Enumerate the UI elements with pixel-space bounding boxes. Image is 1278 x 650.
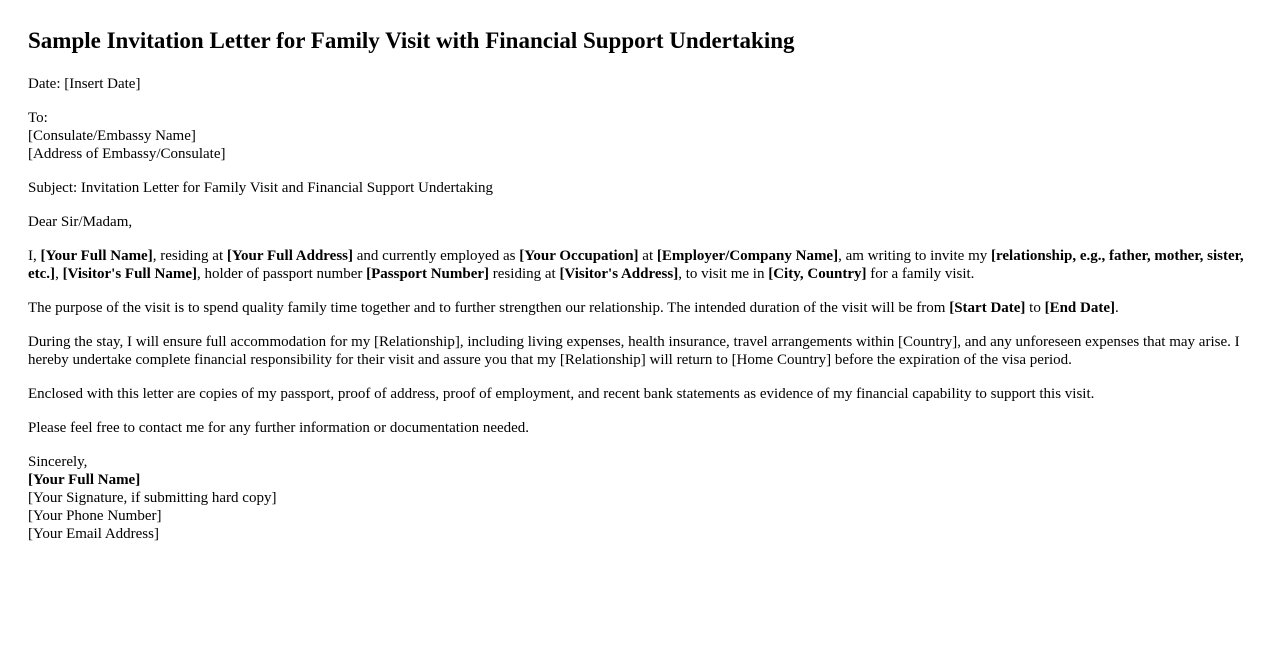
paragraph-contact: Please feel free to contact me for any further information or documentation needed. bbox=[28, 420, 530, 436]
text-run: and currently employed as bbox=[353, 248, 520, 264]
closing-email: [Your Email Address] bbox=[28, 526, 159, 542]
placeholder-visitor-name: [Visitor's Full Name] bbox=[62, 266, 197, 282]
text-run: at bbox=[638, 248, 657, 264]
placeholder-relationship: [relationship, e.g., father, mother, sister, etc.] bbox=[28, 248, 1244, 282]
text-run: , to visit me in bbox=[678, 266, 769, 282]
placeholder-employer: [Employer/Company Name] bbox=[656, 248, 839, 264]
closing-name: [Your Full Name] bbox=[28, 472, 141, 488]
recipient-address: [Address of Embassy/Consulate] bbox=[28, 146, 226, 162]
placeholder-full-name: [Your Full Name] bbox=[40, 248, 153, 264]
paragraph-purpose bbox=[28, 299, 1250, 317]
placeholder-start-date: [Start Date] bbox=[949, 300, 1026, 316]
placeholder-visitor-address: [Visitor's Address] bbox=[559, 266, 679, 282]
placeholder-end-date: [End Date] bbox=[1044, 300, 1116, 316]
paragraph-enclosures: Enclosed with this letter are copies of my passport, proof of address, proof of employment, and recent bank statements as evidence of my financial capability to support this visit. bbox=[28, 386, 1095, 402]
sign-off: Sincerely, bbox=[28, 454, 88, 470]
closing-block bbox=[28, 453, 1250, 543]
placeholder-occupation: [Your Occupation] bbox=[519, 248, 639, 264]
text-run: . bbox=[1115, 300, 1119, 316]
paragraph-financial-support: During the stay, I will ensure full accommodation for my [Relationship], including living expenses, health insurance, travel arrangements within [Country], and any unforeseen expenses that may arise. I hereby undertake complete financial responsibility for their visit and assure you that my [Relationship] will return to [Home Country] before the expiration of the visa period. bbox=[28, 334, 1240, 368]
date-line: Date: [Insert Date] bbox=[28, 76, 141, 92]
closing-phone: [Your Phone Number] bbox=[28, 508, 162, 524]
text-run: , holder of passport number bbox=[196, 266, 367, 282]
placeholder-city-country: [City, Country] bbox=[768, 266, 867, 282]
text-run: for a family visit. bbox=[866, 266, 975, 282]
recipient-block bbox=[28, 109, 1250, 163]
text-run: residing at bbox=[489, 266, 560, 282]
text-run: I, bbox=[28, 248, 41, 264]
text-run: to bbox=[1025, 300, 1045, 316]
closing-signature: [Your Signature, if submitting hard copy] bbox=[28, 490, 277, 506]
subject-line: Subject: Invitation Letter for Family Visit and Financial Support Undertaking bbox=[28, 180, 493, 196]
salutation: Dear Sir/Madam, bbox=[28, 214, 133, 230]
page-title: Sample Invitation Letter for Family Visit with Financial Support Undertaking bbox=[28, 28, 795, 53]
text-run: , am writing to invite my bbox=[838, 248, 991, 264]
placeholder-full-address: [Your Full Address] bbox=[226, 248, 354, 264]
placeholder-passport-number: [Passport Number] bbox=[366, 266, 490, 282]
recipient-to: To: bbox=[28, 110, 48, 126]
text-run: , bbox=[55, 266, 63, 282]
text-run: , residing at bbox=[152, 248, 227, 264]
paragraph-invitation bbox=[28, 247, 1250, 283]
text-run: The purpose of the visit is to spend quality family time together and to further strengthen our relationship. The intended duration of the visit will be from bbox=[28, 300, 950, 316]
recipient-name: [Consulate/Embassy Name] bbox=[28, 128, 196, 144]
